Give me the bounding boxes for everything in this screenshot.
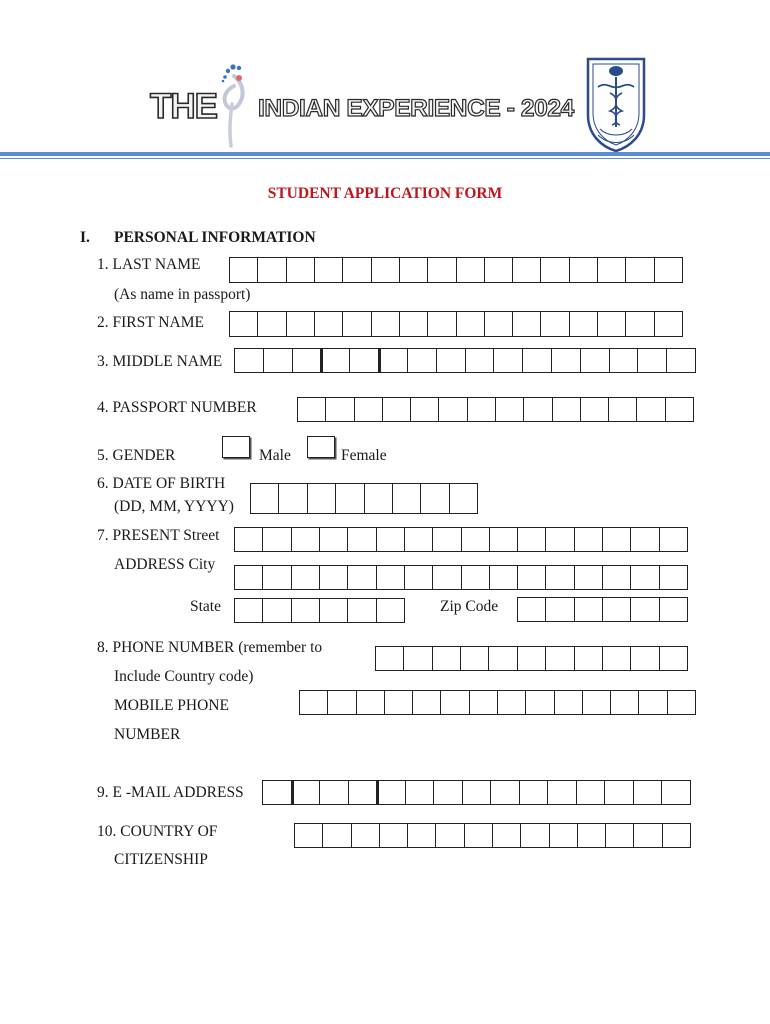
char-box[interactable] [603, 646, 631, 671]
char-box[interactable] [348, 565, 376, 590]
street-field[interactable] [234, 527, 688, 552]
char-box[interactable] [494, 348, 523, 373]
char-box[interactable] [498, 690, 526, 715]
char-box[interactable] [380, 823, 408, 848]
char-box[interactable] [348, 527, 376, 552]
passport-field[interactable] [297, 397, 694, 422]
char-box[interactable] [357, 690, 385, 715]
gender-male-checkbox[interactable] [222, 436, 250, 458]
char-box[interactable] [405, 527, 433, 552]
char-box[interactable] [336, 483, 364, 514]
char-box[interactable] [637, 397, 665, 422]
char-box[interactable] [315, 257, 343, 283]
country-label: 10. COUNTRY OF [97, 823, 218, 840]
char-box[interactable] [611, 690, 639, 715]
char-box[interactable] [462, 527, 490, 552]
char-box[interactable] [541, 311, 569, 337]
char-box[interactable] [521, 823, 549, 848]
char-box[interactable] [550, 823, 578, 848]
char-box[interactable] [436, 823, 464, 848]
char-box[interactable] [292, 598, 320, 623]
char-box[interactable] [372, 257, 400, 283]
char-box[interactable] [328, 690, 356, 715]
char-box[interactable] [598, 257, 626, 283]
char-box[interactable] [655, 311, 683, 337]
char-box[interactable] [575, 527, 603, 552]
char-box[interactable] [634, 823, 662, 848]
char-box[interactable] [433, 527, 461, 552]
char-box[interactable] [466, 348, 495, 373]
logo-title: INDIAN EXPERIENCE - 2024 [258, 95, 574, 122]
logo-the: THE [150, 87, 217, 126]
char-box[interactable] [315, 311, 343, 337]
char-box[interactable] [383, 397, 411, 422]
header-rule [0, 152, 770, 156]
state-field[interactable] [234, 598, 405, 623]
char-box[interactable] [350, 348, 379, 373]
char-box[interactable] [421, 483, 449, 514]
phone-field[interactable] [375, 646, 688, 671]
last-name-label: 1. LAST NAME [97, 256, 201, 273]
char-box[interactable] [348, 598, 376, 623]
char-box[interactable] [300, 690, 328, 715]
char-box[interactable] [631, 565, 659, 590]
char-box[interactable] [404, 646, 432, 671]
middle-name-field[interactable] [234, 348, 696, 373]
char-box[interactable] [308, 483, 336, 514]
char-box[interactable] [258, 311, 286, 337]
char-box[interactable] [546, 527, 574, 552]
char-box[interactable] [230, 311, 258, 337]
section-title: PERSONAL INFORMATION [114, 229, 316, 246]
char-box[interactable] [323, 823, 351, 848]
char-box[interactable] [465, 823, 493, 848]
char-box[interactable] [235, 598, 263, 623]
gender-female-label: Female [341, 447, 387, 464]
address-street-label: 7. PRESENT Street [97, 527, 220, 544]
char-box[interactable] [406, 780, 435, 805]
char-box[interactable] [461, 646, 489, 671]
char-box[interactable] [546, 565, 574, 590]
char-box[interactable] [377, 527, 405, 552]
char-box[interactable] [631, 527, 659, 552]
char-box[interactable] [326, 397, 354, 422]
char-box[interactable] [581, 397, 609, 422]
char-box[interactable] [292, 565, 320, 590]
char-box[interactable] [518, 597, 546, 622]
char-box[interactable] [264, 348, 293, 373]
char-box[interactable] [603, 565, 631, 590]
char-box[interactable] [546, 646, 574, 671]
phone-note: Include Country code) [114, 668, 254, 685]
char-box[interactable] [660, 646, 688, 671]
char-box[interactable] [668, 690, 696, 715]
char-box[interactable] [490, 527, 518, 552]
char-box[interactable] [365, 483, 393, 514]
char-box[interactable] [287, 311, 315, 337]
country-field[interactable] [294, 823, 691, 848]
char-box[interactable] [258, 257, 286, 283]
char-box[interactable] [343, 311, 371, 337]
char-box[interactable] [570, 257, 598, 283]
caduceus-seal-icon [582, 53, 650, 153]
char-box[interactable] [393, 483, 421, 514]
char-box[interactable] [662, 780, 691, 805]
zip-label: Zip Code [440, 598, 499, 615]
dob-format-label: (DD, MM, YYYY) [114, 498, 234, 515]
char-box[interactable] [555, 690, 583, 715]
dob-field[interactable] [250, 483, 478, 514]
char-box[interactable] [583, 690, 611, 715]
gender-label: 5. GENDER [97, 447, 176, 464]
last-name-note: (As name in passport) [114, 286, 251, 303]
char-box[interactable] [428, 311, 456, 337]
mobile-field[interactable] [299, 690, 696, 715]
char-box[interactable] [491, 780, 520, 805]
char-box[interactable] [655, 257, 683, 283]
char-box[interactable] [603, 527, 631, 552]
char-box[interactable] [631, 597, 659, 622]
char-box[interactable] [441, 690, 469, 715]
char-box[interactable] [230, 257, 258, 283]
char-box[interactable] [292, 780, 321, 805]
first-name-field[interactable] [229, 311, 683, 337]
char-box[interactable] [462, 565, 490, 590]
char-box[interactable] [598, 311, 626, 337]
char-box[interactable] [377, 565, 405, 590]
char-box[interactable] [428, 257, 456, 283]
email-label: 9. E -MAIL ADDRESS [97, 784, 244, 801]
char-box[interactable] [468, 397, 496, 422]
char-box[interactable] [570, 311, 598, 337]
char-box[interactable] [639, 690, 667, 715]
char-box[interactable] [320, 527, 348, 552]
char-box[interactable] [293, 348, 322, 373]
char-box[interactable] [385, 690, 413, 715]
city-field[interactable] [234, 565, 688, 590]
char-box[interactable] [349, 780, 378, 805]
first-name-label: 2. FIRST NAME [97, 314, 204, 331]
char-box[interactable] [433, 646, 461, 671]
char-box[interactable] [470, 690, 498, 715]
header-rule-thin [0, 158, 770, 159]
char-box[interactable] [434, 780, 463, 805]
char-box[interactable] [606, 823, 634, 848]
char-box[interactable] [605, 780, 634, 805]
char-box[interactable] [609, 397, 637, 422]
char-box[interactable] [463, 780, 492, 805]
char-box[interactable] [523, 348, 552, 373]
char-box[interactable] [660, 597, 688, 622]
char-box[interactable] [518, 646, 546, 671]
char-box[interactable] [235, 348, 264, 373]
char-box[interactable] [520, 780, 549, 805]
char-box[interactable] [490, 565, 518, 590]
char-box[interactable] [667, 348, 696, 373]
char-box[interactable] [433, 565, 461, 590]
char-box[interactable] [513, 257, 541, 283]
char-box[interactable] [575, 646, 603, 671]
char-box[interactable] [518, 565, 546, 590]
char-box[interactable] [437, 348, 466, 373]
char-box[interactable] [548, 780, 577, 805]
char-box[interactable] [292, 527, 320, 552]
char-box[interactable] [496, 397, 524, 422]
char-box[interactable] [408, 348, 437, 373]
char-box[interactable] [553, 397, 581, 422]
char-box[interactable] [493, 823, 521, 848]
char-box[interactable] [660, 527, 688, 552]
char-box[interactable] [413, 690, 441, 715]
char-box[interactable] [638, 348, 667, 373]
char-box[interactable] [541, 257, 569, 283]
char-box[interactable] [575, 597, 603, 622]
char-box[interactable] [634, 780, 663, 805]
char-box[interactable] [400, 311, 428, 337]
char-box[interactable] [251, 483, 279, 514]
char-box[interactable] [298, 397, 326, 422]
gender-male-label: Male [259, 447, 291, 464]
char-box[interactable] [355, 397, 383, 422]
mobile-label: MOBILE PHONE [114, 697, 229, 714]
char-box[interactable] [489, 646, 517, 671]
char-box[interactable] [666, 397, 694, 422]
char-box[interactable] [485, 311, 513, 337]
char-box[interactable] [603, 597, 631, 622]
char-box[interactable] [610, 348, 639, 373]
char-box[interactable] [320, 565, 348, 590]
char-box[interactable] [279, 483, 307, 514]
char-box[interactable] [450, 483, 478, 514]
char-box[interactable] [376, 646, 404, 671]
middle-name-label: 3. MIDDLE NAME [97, 353, 223, 370]
char-box[interactable] [524, 397, 552, 422]
char-box[interactable] [408, 823, 436, 848]
char-box[interactable] [377, 780, 406, 805]
char-box[interactable] [400, 257, 428, 283]
section-number: I. [80, 229, 90, 246]
char-box[interactable] [343, 257, 371, 283]
char-box[interactable] [457, 311, 485, 337]
char-box[interactable] [631, 646, 659, 671]
char-box[interactable] [581, 348, 610, 373]
char-box[interactable] [552, 348, 581, 373]
zip-field[interactable] [517, 597, 688, 622]
char-box[interactable] [321, 348, 350, 373]
char-box[interactable] [663, 823, 691, 848]
char-box[interactable] [626, 257, 654, 283]
char-box[interactable] [372, 311, 400, 337]
char-box[interactable] [235, 527, 263, 552]
dob-label: 6. DATE OF BIRTH [97, 475, 226, 492]
char-box[interactable] [405, 565, 433, 590]
char-box[interactable] [320, 780, 349, 805]
char-box[interactable] [513, 311, 541, 337]
char-box[interactable] [379, 348, 408, 373]
char-box[interactable] [263, 780, 292, 805]
email-field[interactable] [262, 780, 691, 805]
char-box[interactable] [578, 823, 606, 848]
char-box[interactable] [352, 823, 380, 848]
last-name-field[interactable] [229, 257, 683, 283]
phone-label: 8. PHONE NUMBER (remember to [97, 639, 323, 656]
char-box[interactable] [526, 690, 554, 715]
char-box[interactable] [660, 565, 688, 590]
mobile-label-2: NUMBER [114, 726, 181, 743]
char-box[interactable] [439, 397, 467, 422]
char-box[interactable] [295, 823, 323, 848]
form-title: STUDENT APPLICATION FORM [267, 185, 503, 202]
address-city-label: ADDRESS City [114, 556, 216, 573]
char-box[interactable] [577, 780, 606, 805]
char-box[interactable] [235, 565, 263, 590]
char-box[interactable] [485, 257, 513, 283]
drop-figure-icon [212, 60, 252, 152]
char-box[interactable] [626, 311, 654, 337]
char-box[interactable] [457, 257, 485, 283]
passport-label: 4. PASSPORT NUMBER [97, 399, 257, 416]
char-box[interactable] [411, 397, 439, 422]
char-box[interactable] [263, 598, 291, 623]
char-box[interactable] [287, 257, 315, 283]
char-box[interactable] [377, 598, 405, 623]
state-label: State [190, 598, 221, 615]
char-box[interactable] [320, 598, 348, 623]
country-label-2: CITIZENSHIP [114, 851, 208, 868]
gender-female-checkbox[interactable] [307, 436, 335, 458]
char-box[interactable] [263, 565, 291, 590]
char-box[interactable] [546, 597, 574, 622]
char-box[interactable] [575, 565, 603, 590]
char-box[interactable] [263, 527, 291, 552]
char-box[interactable] [518, 527, 546, 552]
